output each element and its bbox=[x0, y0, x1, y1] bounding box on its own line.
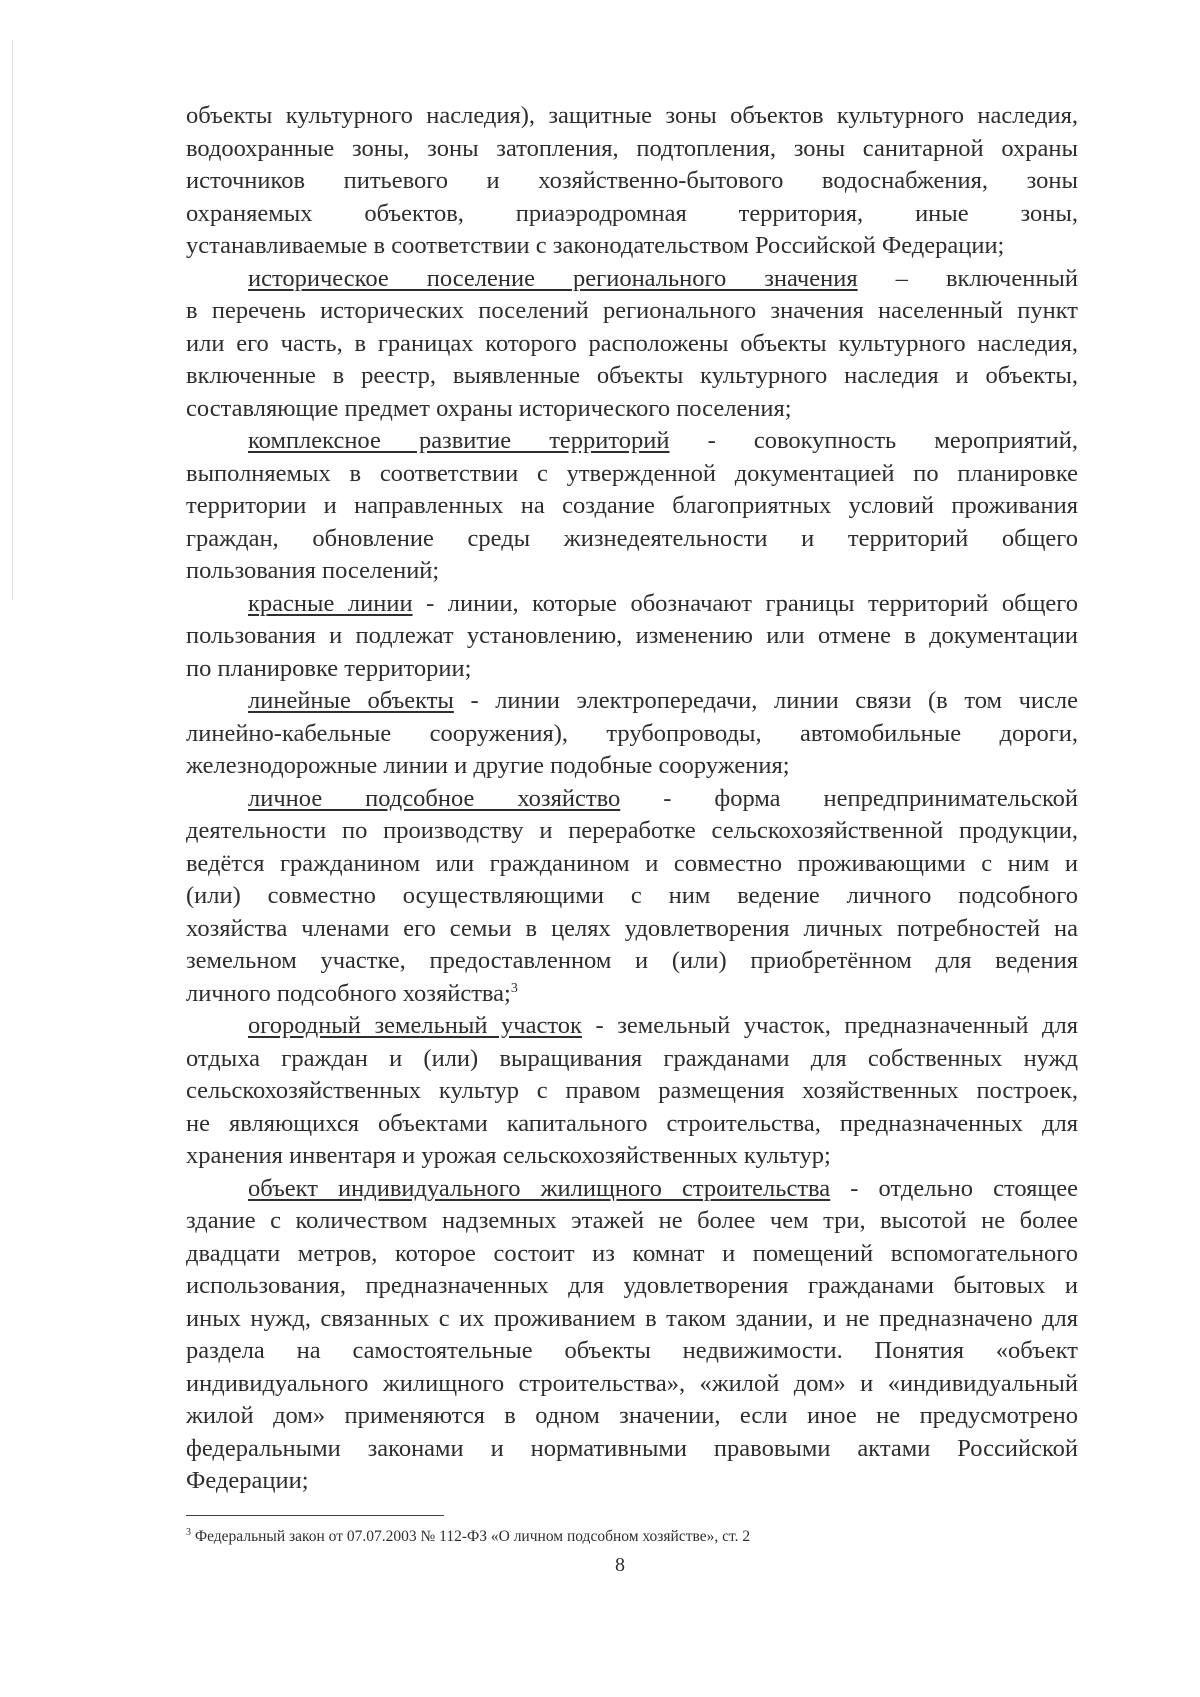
footnote-number: 3 bbox=[186, 1526, 191, 1538]
footnote bbox=[186, 1528, 750, 1546]
line-text: граждан, обновление среды жизнедеятельности и территорий общего bbox=[186, 524, 1078, 552]
definition-paragraph bbox=[186, 1173, 1078, 1498]
line-text: или его часть, в границах которого расположены объекты культурного наследия, bbox=[186, 329, 1078, 357]
line-text: составляющие предмет охраны исторического поселения; bbox=[186, 394, 792, 422]
line-text: пользования и подлежат установлению, изменению или отмене в документации bbox=[186, 622, 1078, 649]
line-text: пользования поселений; bbox=[186, 557, 440, 584]
line-text: хранения инвентаря и урожая сельскохозяйственных культур; bbox=[186, 1142, 831, 1169]
line-text: иных нужд, связанных с их проживанием в таком здании, и не предназначено для bbox=[186, 1304, 1078, 1332]
text-line bbox=[186, 1303, 1078, 1336]
defined-term: историческое поселение регионального значения bbox=[248, 264, 858, 292]
line-text: линейно-кабельные сооружения), трубопроводы, автомобильные дороги, bbox=[186, 719, 1078, 747]
body-text bbox=[186, 100, 1078, 1498]
defined-term: огородный земельный участок bbox=[248, 1012, 582, 1039]
line-text: сельскохозяйственных культур с правом размещения хозяйственных построек, bbox=[186, 1077, 1078, 1104]
line-text: выполняемых в соответствии с утвержденной документацией по планировке bbox=[186, 459, 1078, 487]
text-line bbox=[186, 848, 1078, 881]
line-text: охраняемых объектов, приаэродромная территория, иные зоны, bbox=[186, 199, 1078, 227]
text-line bbox=[186, 945, 1078, 978]
line-text: (или) совместно осуществляющими с ним ведение личного подсобного bbox=[186, 882, 1078, 909]
line-text: – включенный bbox=[857, 264, 1079, 292]
text-line bbox=[186, 1140, 1078, 1173]
defined-term: линейные объекты bbox=[248, 687, 454, 714]
text-line bbox=[186, 263, 1078, 296]
definition-paragraph bbox=[186, 425, 1078, 588]
text-line bbox=[186, 523, 1078, 556]
text-line bbox=[186, 750, 1078, 783]
text-line bbox=[186, 1043, 1078, 1076]
text-line bbox=[186, 425, 1078, 458]
text-line bbox=[186, 1400, 1078, 1433]
line-text: раздела на самостоятельные объекты недвижимости. Понятия «объект bbox=[186, 1337, 1078, 1364]
text-line bbox=[186, 1238, 1078, 1271]
definition-paragraph bbox=[186, 783, 1078, 1011]
line-text: хозяйства членами его семьи в целях удовлетворения личных потребностей на bbox=[186, 914, 1078, 942]
text-line bbox=[186, 328, 1078, 361]
line-text: деятельности по производству и переработке сельскохозяйственной продукции, bbox=[186, 817, 1078, 844]
text-line bbox=[186, 978, 1078, 1011]
footnote-text: Федеральный закон от 07.07.2003 № 112-ФЗ «О личном подсобном хозяйстве», ст. 2 bbox=[191, 1528, 751, 1545]
definition-paragraph bbox=[186, 263, 1078, 426]
text-line bbox=[186, 620, 1078, 653]
text-line bbox=[186, 880, 1078, 913]
definition-paragraph bbox=[186, 588, 1078, 686]
text-line bbox=[186, 198, 1078, 231]
defined-term: комплексное развитие территорий bbox=[248, 427, 670, 454]
line-text: источников питьевого и хозяйственно-бытового водоснабжения, зоны bbox=[186, 167, 1078, 194]
text-line bbox=[186, 360, 1078, 393]
line-text: железнодорожные линии и другие подобные сооружения; bbox=[186, 752, 790, 779]
defined-term: объект индивидуального жилищного строительства bbox=[248, 1174, 831, 1202]
text-line bbox=[186, 458, 1078, 491]
text-line bbox=[186, 1173, 1078, 1206]
line-text: не являющихся объектами капитального строительства, предназначенных для bbox=[186, 1109, 1078, 1137]
line-text: - форма непредпринимательской bbox=[620, 784, 1079, 812]
line-text: - совокупность мероприятий, bbox=[669, 427, 1078, 454]
definition-paragraph bbox=[186, 685, 1078, 783]
line-text: федеральными законами и нормативными правовыми актами Российской bbox=[186, 1434, 1078, 1462]
text-line bbox=[186, 718, 1078, 751]
line-text: объекты культурного наследия), защитные зоны объектов культурного наследия, bbox=[186, 102, 1078, 129]
scan-edge-artifact bbox=[12, 40, 13, 600]
line-text: индивидуального жилищного строительства», «жилой дом» и «индивидуальный bbox=[186, 1369, 1078, 1397]
text-line bbox=[186, 165, 1078, 198]
definition-paragraph bbox=[186, 1010, 1078, 1173]
line-text: земельном участке, предоставленном и (или) приобретённом для ведения bbox=[186, 947, 1078, 974]
line-text: по планировке территории; bbox=[186, 654, 472, 682]
text-line bbox=[186, 588, 1078, 621]
line-text: отдыха граждан и (или) выращивания гражданами для собственных нужд bbox=[186, 1044, 1078, 1072]
line-text: Федерации; bbox=[186, 1467, 309, 1494]
line-text: ведётся гражданином или гражданином и совместно проживающими с ним и bbox=[186, 849, 1078, 877]
line-text: - земельный участок, предназначенный для bbox=[581, 1012, 1078, 1039]
line-text: территории и направленных на создание благоприятных условий проживания bbox=[186, 492, 1078, 519]
text-line bbox=[186, 1270, 1078, 1303]
defined-term: личное подсобное хозяйство bbox=[248, 784, 621, 812]
text-line bbox=[186, 393, 1078, 426]
line-text: в перечень исторических поселений регионального значения населенный пункт bbox=[186, 297, 1078, 324]
text-line bbox=[186, 783, 1078, 816]
text-line bbox=[186, 1335, 1078, 1368]
text-line bbox=[186, 490, 1078, 523]
text-line bbox=[186, 1108, 1078, 1141]
footnote-separator bbox=[186, 1515, 444, 1516]
text-line bbox=[186, 133, 1078, 166]
text-line bbox=[186, 555, 1078, 588]
line-text: водоохранные зоны, зоны затопления, подтопления, зоны санитарной охраны bbox=[186, 134, 1078, 162]
line-text: устанавливаемые в соответствии с законодательством Российской Федерации; bbox=[186, 232, 1005, 259]
paragraph bbox=[186, 100, 1078, 263]
text-line bbox=[186, 913, 1078, 946]
text-line bbox=[186, 1465, 1078, 1498]
line-text: личного подсобного хозяйства; bbox=[186, 979, 511, 1007]
line-text: - линии, которые обозначают границы территорий общего bbox=[412, 589, 1078, 617]
text-line bbox=[186, 1368, 1078, 1401]
text-line bbox=[186, 1010, 1078, 1043]
text-line bbox=[186, 1205, 1078, 1238]
line-text: включенные в реестр, выявленные объекты культурного наследия и объекты, bbox=[186, 362, 1078, 389]
text-line bbox=[186, 1433, 1078, 1466]
line-text: жилой дом» применяются в одном значении, если иное не предусмотрено bbox=[186, 1402, 1078, 1429]
footnote-reference[interactable]: 3 bbox=[510, 980, 518, 996]
line-text: использования, предназначенных для удовлетворения гражданами бытовых и bbox=[186, 1272, 1078, 1299]
page-number: 8 bbox=[615, 1554, 625, 1576]
line-text: - линии электропередачи, линии связи (в том числе bbox=[453, 687, 1079, 714]
text-line bbox=[186, 230, 1078, 263]
line-text: двадцати метров, которое состоит из комнат и помещений вспомогательного bbox=[186, 1239, 1078, 1267]
text-line bbox=[186, 815, 1078, 848]
text-line bbox=[186, 295, 1078, 328]
defined-term: красные линии bbox=[248, 589, 413, 617]
text-line bbox=[186, 100, 1078, 133]
line-text: - отдельно стоящее bbox=[830, 1174, 1078, 1202]
text-line bbox=[186, 685, 1078, 718]
line-text: здание с количеством надземных этажей не более чем три, высотой не более bbox=[186, 1207, 1078, 1234]
text-line bbox=[186, 1075, 1078, 1108]
text-line bbox=[186, 653, 1078, 686]
